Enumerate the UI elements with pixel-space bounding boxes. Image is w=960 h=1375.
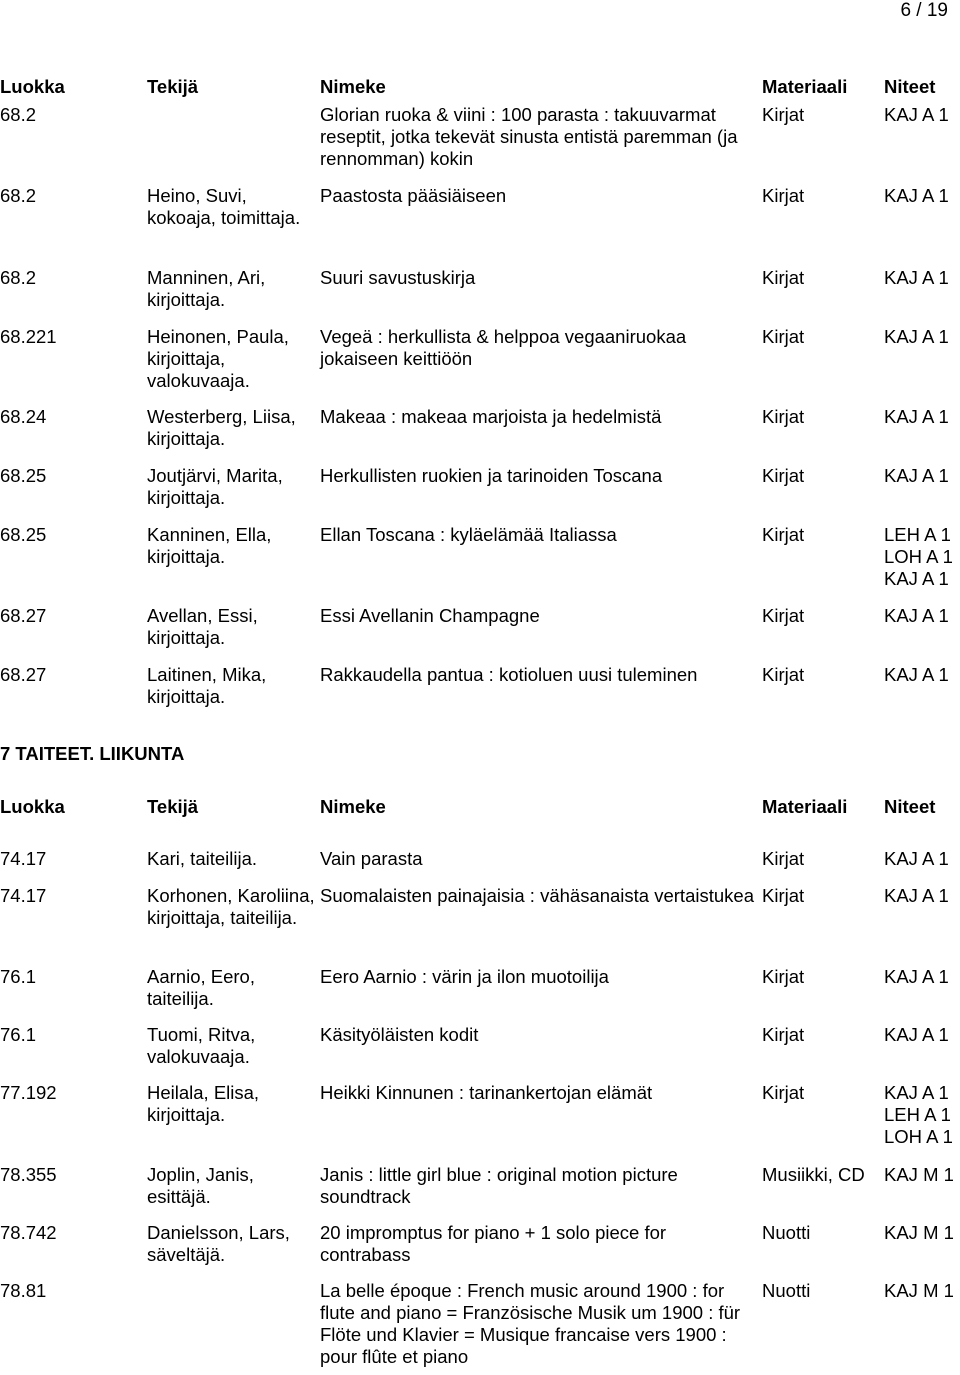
header-luokka: Luokka — [0, 796, 65, 817]
cell-nimeke: Eero Aarnio : värin ja ilon muotoilija — [320, 966, 609, 987]
cell-luokka: 78.355 — [0, 1164, 57, 1185]
cell-materiaali: Kirjat — [762, 267, 805, 288]
cell-materiaali: Kirjat — [762, 185, 805, 206]
cell-nimeke: Vegeä : herkullista & helppoa vegaaniruokaa jokaiseen keittiöön — [320, 326, 687, 369]
cell-luokka: 68.25 — [0, 524, 47, 545]
cell-tekija: Kanninen, Ella, kirjoittaja. — [147, 524, 272, 567]
cell-tekija: Manninen, Ari, kirjoittaja. — [147, 267, 266, 310]
section-title: 7 TAITEET. LIIKUNTA — [0, 743, 185, 764]
page-number: 6 / 19 — [900, 0, 948, 21]
cell-tekija: Danielsson, Lars, säveltäjä. — [147, 1222, 290, 1265]
cell-luokka: 78.742 — [0, 1222, 57, 1243]
cell-luokka: 68.27 — [0, 605, 47, 626]
copy-location: KAJ A 1 — [884, 326, 949, 347]
cell-materiaali: Kirjat — [762, 966, 805, 987]
cell-tekija: Aarnio, Eero, taiteilija. — [147, 966, 255, 1009]
copy-location: KAJ A 1 — [884, 406, 949, 427]
cell-niteet — [884, 524, 960, 590]
cell-nimeke: Ellan Toscana : kyläelämää Italiassa — [320, 524, 617, 545]
cell-tekija: Heilala, Elisa, kirjoittaja. — [147, 1082, 260, 1125]
cell-materiaali: Nuotti — [762, 1222, 811, 1243]
copy-location: KAJ A 1 — [884, 1082, 949, 1103]
cell-nimeke: Herkullisten ruokien ja tarinoiden Toscana — [320, 465, 663, 486]
cell-tekija: Joutjärvi, Marita, kirjoittaja. — [147, 465, 283, 508]
table-header — [0, 796, 960, 818]
cell-materiaali: Kirjat — [762, 465, 805, 486]
header-tekija: Tekijä — [147, 76, 199, 97]
copy-location: LEH A 1 — [884, 524, 951, 545]
cell-materiaali: Kirjat — [762, 524, 805, 545]
cell-luokka: 77.192 — [0, 1082, 57, 1103]
copy-location: KAJ A 1 — [884, 1024, 949, 1045]
cell-luokka: 68.24 — [0, 406, 47, 427]
header-nimeke: Nimeke — [320, 796, 386, 817]
cell-tekija: Kari, taiteilija. — [147, 848, 258, 869]
cell-niteet — [884, 1024, 960, 1046]
cell-niteet — [884, 185, 960, 207]
table-header — [0, 76, 960, 98]
header-niteet: Niteet — [884, 796, 936, 817]
copy-location: KAJ A 1 — [884, 104, 949, 125]
cell-nimeke: Heikki Kinnunen : tarinankertojan elämät — [320, 1082, 653, 1103]
copy-location: KAJ A 1 — [884, 885, 949, 906]
header-luokka: Luokka — [0, 76, 65, 97]
cell-niteet — [884, 966, 960, 988]
header-nimeke: Nimeke — [320, 76, 386, 97]
cell-tekija: Heino, Suvi, kokoaja, toimittaja. — [147, 185, 301, 228]
cell-niteet — [884, 664, 960, 686]
cell-nimeke: Janis : little girl blue : original motion picture soundtrack — [320, 1164, 678, 1207]
cell-niteet — [884, 1082, 960, 1148]
cell-materiaali: Kirjat — [762, 406, 805, 427]
cell-nimeke: La belle époque : French music around 1900 : for flute and piano = Französische Musik um 1900 : für Flöte und Klavier = Musique francaise vers 1900 : pour flûte et piano — [320, 1280, 741, 1367]
cell-tekija: Korhonen, Karoliina, kirjoittaja, taiteilija. — [147, 885, 315, 928]
copy-location: KAJ A 1 — [884, 664, 949, 685]
cell-materiaali: Kirjat — [762, 104, 805, 125]
copy-location: KAJ A 1 — [884, 185, 949, 206]
cell-nimeke: Rakkaudella pantua : kotioluen uusi tuleminen — [320, 664, 698, 685]
copy-location: KAJ A 1 — [884, 568, 949, 589]
cell-tekija: Tuomi, Ritva, valokuvaaja. — [147, 1024, 256, 1067]
cell-niteet — [884, 1222, 960, 1244]
cell-nimeke: Suomalaisten painajaisia : vähäsanaista vertaistukea — [320, 885, 754, 906]
cell-materiaali: Musiikki, CD — [762, 1164, 865, 1185]
copy-location: KAJ M 1 — [884, 1164, 954, 1185]
cell-luokka: 68.221 — [0, 326, 57, 347]
cell-niteet — [884, 465, 960, 487]
cell-luokka: 68.2 — [0, 104, 37, 125]
cell-tekija: Avellan, Essi, kirjoittaja. — [147, 605, 258, 648]
cell-luokka: 68.2 — [0, 267, 37, 288]
cell-nimeke: Makeaa : makeaa marjoista ja hedelmistä — [320, 406, 662, 427]
cell-luokka: 76.1 — [0, 1024, 37, 1045]
cell-niteet — [884, 406, 960, 428]
header-tekija: Tekijä — [147, 796, 199, 817]
cell-luokka: 68.2 — [0, 185, 37, 206]
copy-location: LOH A 1 — [884, 1126, 953, 1147]
cell-materiaali: Kirjat — [762, 664, 805, 685]
cell-nimeke: Suuri savustuskirja — [320, 267, 476, 288]
cell-luokka: 74.17 — [0, 848, 47, 869]
cell-luokka: 68.25 — [0, 465, 47, 486]
cell-tekija: Westerberg, Liisa, kirjoittaja. — [147, 406, 296, 449]
cell-nimeke: Glorian ruoka & viini : 100 parasta : takuuvarmat reseptit, jotka tekevät sinusta entistä paremman (ja rennomman) kokin — [320, 104, 738, 169]
header-materiaali: Materiaali — [762, 76, 848, 97]
copy-location: KAJ A 1 — [884, 966, 949, 987]
cell-tekija: Joplin, Janis, esittäjä. — [147, 1164, 254, 1207]
copy-location: KAJ A 1 — [884, 848, 949, 869]
copy-location: LOH A 1 — [884, 546, 953, 567]
copy-location: LEH A 1 — [884, 1104, 951, 1125]
cell-materiaali: Kirjat — [762, 1082, 805, 1103]
cell-materiaali: Kirjat — [762, 1024, 805, 1045]
cell-niteet — [884, 1164, 960, 1186]
cell-niteet — [884, 267, 960, 289]
copy-location: KAJ M 1 — [884, 1222, 954, 1243]
cell-niteet — [884, 104, 960, 126]
cell-materiaali: Kirjat — [762, 885, 805, 906]
cell-niteet — [884, 605, 960, 627]
cell-niteet — [884, 885, 960, 907]
cell-materiaali: Nuotti — [762, 1280, 811, 1301]
cell-nimeke: Essi Avellanin Champagne — [320, 605, 540, 626]
copy-location: KAJ A 1 — [884, 465, 949, 486]
cell-luokka: 68.27 — [0, 664, 47, 685]
copy-location: KAJ A 1 — [884, 605, 949, 626]
cell-tekija: Heinonen, Paula, kirjoittaja, valokuvaaja. — [147, 326, 289, 391]
cell-niteet — [884, 1280, 960, 1302]
cell-nimeke: Vain parasta — [320, 848, 423, 869]
cell-nimeke: Paastosta pääsiäiseen — [320, 185, 507, 206]
cell-nimeke: Käsityöläisten kodit — [320, 1024, 479, 1045]
header-materiaali: Materiaali — [762, 796, 848, 817]
cell-luokka: 76.1 — [0, 966, 37, 987]
copy-location: KAJ A 1 — [884, 267, 949, 288]
cell-materiaali: Kirjat — [762, 326, 805, 347]
cell-nimeke: 20 impromptus for piano + 1 solo piece for contrabass — [320, 1222, 667, 1265]
cell-materiaali: Kirjat — [762, 605, 805, 626]
cell-niteet — [884, 326, 960, 348]
copy-location: KAJ M 1 — [884, 1280, 954, 1301]
cell-luokka: 74.17 — [0, 885, 47, 906]
cell-niteet — [884, 848, 960, 870]
cell-tekija: Laitinen, Mika, kirjoittaja. — [147, 664, 267, 707]
header-niteet: Niteet — [884, 76, 936, 97]
cell-materiaali: Kirjat — [762, 848, 805, 869]
cell-luokka: 78.81 — [0, 1280, 47, 1301]
